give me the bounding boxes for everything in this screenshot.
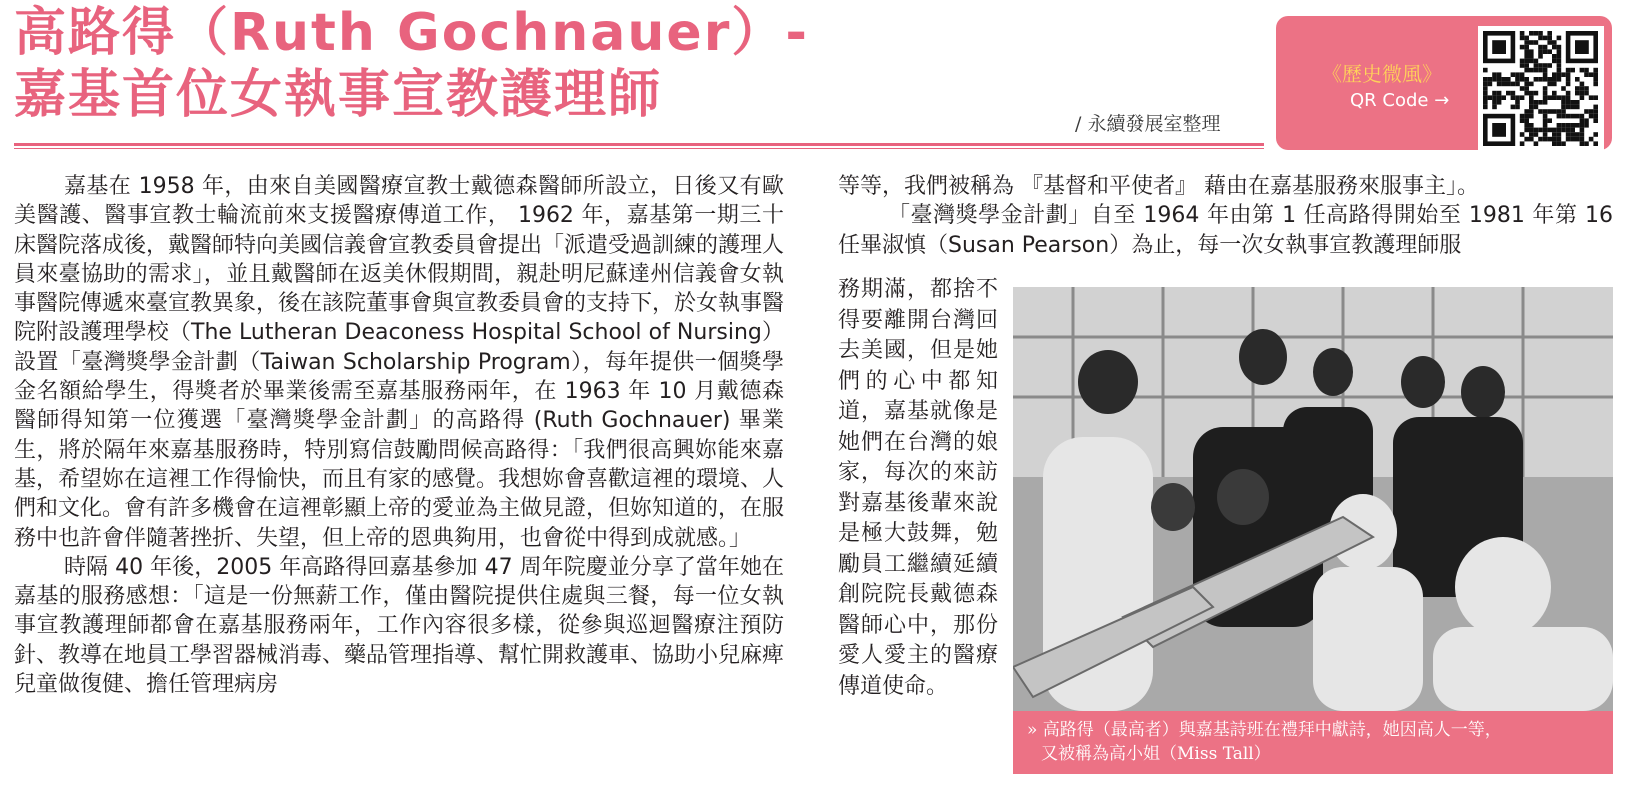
qr-caption: QR Code → — [1350, 90, 1450, 111]
article-paragraph-continued: 等等，我們被稱為 『基督和平使者』 藉由在嘉基服務來服事主」。 — [838, 174, 1479, 199]
article-title — [14, 2, 809, 126]
title-line-2: 嘉基首位女執事宣教護理師 — [14, 65, 663, 125]
photo-caption — [1013, 711, 1613, 774]
article-column-left — [14, 172, 784, 699]
article-paragraph: 嘉基在 1958 年，由來自美國醫療宣教士戴德森醫師所設立，日後又有歐美醫護、醫事宣教士輪流前來支援醫療傳道工作， 1962 年，嘉基第一期三十床醫院落成後，戴醫師特向美國信義會宣教委員會提出「派遣受過訓練的護理人員來臺協助的需求」，並且戴醫師在返美休假期間，親赴明尼蘇達州信義會女執事醫院傳遞來臺宣教異象，後在該院董事會與宣教委員會的支持下，於女執事醫院附設護理學校（The Lutheran Deaconess Hospital School of Nursing）設置「臺灣獎學金計劃（Taiwan Scholarship Program），每年提供一個獎學金名額給學生，得獎者於畢業後需至嘉基服務兩年，在 1963 年 10 月戴德森醫師得知第一位獲選「臺灣獎學金計劃」的高路得 (Ruth Gochnauer) 畢業生，將於隔年來嘉基服務時，特別寫信鼓勵問候高路得：「我們很高興妳能來嘉基，希望妳在這裡工作得愉快，而且有家的感覺。我想妳會喜歡這裡的環境、人們和文化。會有許多機會在這裡彰顯上帝的愛並為主做見證，但妳知道的，在服務中也許會伴隨著挫折、失望，但上帝的恩典夠用，也會從中得到成就感。」 — [14, 174, 785, 551]
choir-photo — [1013, 287, 1613, 711]
qr-series-label: 《歷史微風》 — [1322, 62, 1442, 86]
photo-caption-line-1: » 高路得（最高者）與嘉基詩班在禮拜中獻詩，她因高人一等， — [1027, 720, 1502, 740]
photo-caption-line-2: 又被稱為高小姐（Miss Tall） — [1041, 744, 1271, 764]
qr-code-graphic — [1478, 26, 1604, 150]
article-column-narrow: 務期滿，都捨不得要離開台灣回去美國，但是她們的心中都知道，嘉基就像是她們在台灣的娘家，每次的來訪對嘉基後輩來說是極大鼓舞，勉勵員工繼續延續創院院長戴德森醫師心中，那份愛人愛主的醫療傳道使命。 — [838, 277, 998, 699]
title-divider — [14, 143, 1264, 149]
title-line-1: 高路得（Ruth Gochnauer）- — [14, 3, 809, 63]
article-column-right — [838, 172, 1613, 260]
article-paragraph: 「臺灣獎學金計劃」自至 1964 年由第 1 任高路得開始至 1981 年第 16 任畢淑慎（Susan Pearson）為止，每一次女執事宣教護理師服 — [838, 203, 1613, 258]
qr-panel — [1276, 16, 1612, 150]
qr-code-image[interactable] — [1478, 26, 1604, 150]
qr-finder-pattern — [1492, 123, 1506, 137]
choir-photo-illustration — [1013, 287, 1613, 711]
qr-finder-pattern — [1575, 40, 1589, 54]
qr-finder-pattern — [1492, 40, 1506, 54]
article-paragraph: 時隔 40 年後，2005 年高路得回嘉基參加 47 周年院慶並分享了當年她在嘉基的服務感想：「這是一份無薪工作，僅由醫院提供住處與三餐，每一位女執事宣教護理師都會在嘉基服務兩年，工作內容很多樣，從參與巡迴醫療注預防針、教導在地員工學習器械消毒、藥品管理指導、幫忙開救護車、協助小兒麻痺兒童做復健、擔任管理病房 — [14, 554, 785, 698]
author-credit: / 永續發展室整理 — [1075, 113, 1221, 135]
